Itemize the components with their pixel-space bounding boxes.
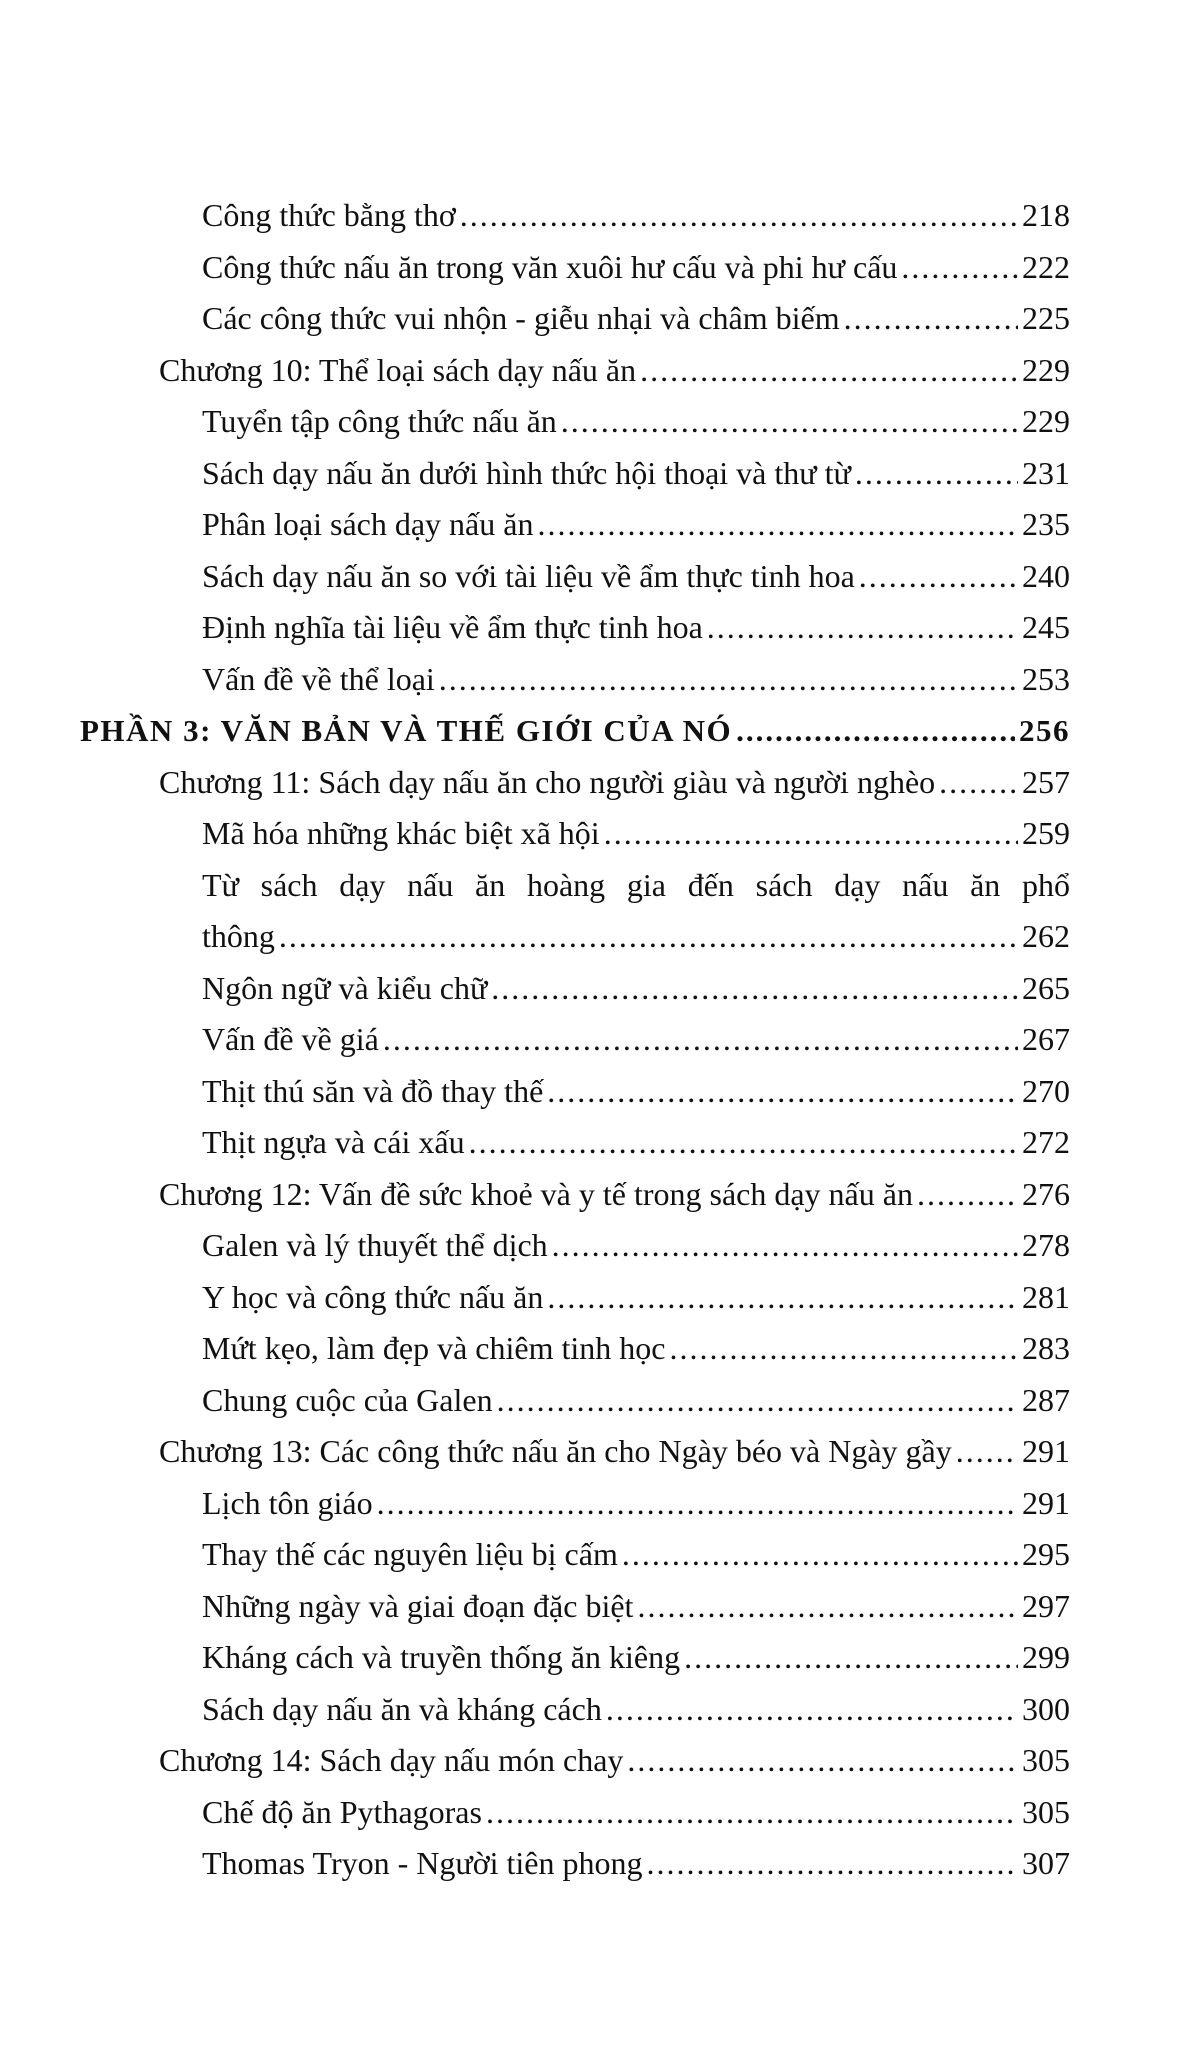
dot-leader bbox=[604, 808, 1018, 860]
toc-entry-page: 278 bbox=[1022, 1227, 1070, 1263]
toc-entry bbox=[202, 1220, 1070, 1272]
toc-entry-title: Ngôn ngữ và kiểu chữ bbox=[202, 969, 488, 1006]
toc-entry bbox=[202, 1529, 1070, 1581]
toc-entry bbox=[202, 1066, 1070, 1118]
dot-leader bbox=[537, 499, 1018, 551]
toc-entry bbox=[202, 1684, 1070, 1736]
dot-leader bbox=[383, 1014, 1018, 1066]
dot-leader bbox=[855, 448, 1018, 500]
toc-entry-page: 262 bbox=[1022, 918, 1070, 954]
dot-leader bbox=[547, 1272, 1018, 1324]
toc-entry bbox=[202, 1323, 1070, 1375]
toc-chapter-page: 305 bbox=[1022, 1742, 1070, 1778]
dot-leader bbox=[684, 1632, 1018, 1684]
toc-entry-page: 300 bbox=[1022, 1690, 1070, 1727]
toc-entry-page: 295 bbox=[1022, 1536, 1070, 1572]
toc-entry-page: 245 bbox=[1022, 609, 1070, 645]
toc-entry bbox=[202, 602, 1070, 654]
toc-entry-title: Kháng cách và truyền thống ăn kiêng bbox=[202, 1639, 681, 1675]
toc-entry-page: 297 bbox=[1022, 1587, 1070, 1624]
toc-entry-page: 272 bbox=[1022, 1124, 1070, 1160]
dot-leader bbox=[439, 654, 1018, 706]
dot-leader bbox=[736, 705, 1015, 757]
toc-entry bbox=[202, 551, 1070, 603]
toc-entry-title: Vấn đề về giá bbox=[202, 1021, 379, 1057]
toc-entry bbox=[202, 808, 1070, 860]
dot-leader bbox=[469, 1117, 1018, 1169]
toc-chapter-title: Chương 13: Các công thức nấu ăn cho Ngày béo và Ngày gầy bbox=[159, 1433, 952, 1469]
toc-entry-page: 253 bbox=[1022, 660, 1070, 697]
dot-leader bbox=[460, 190, 1018, 242]
toc-entry-page: 231 bbox=[1022, 454, 1070, 491]
toc-entry bbox=[202, 911, 1070, 963]
toc-entry-page: 225 bbox=[1022, 300, 1070, 336]
dot-leader bbox=[497, 1375, 1018, 1427]
toc-entry-page: 287 bbox=[1022, 1381, 1070, 1418]
toc-chapter-title: Chương 11: Sách dạy nấu ăn cho người giàu và người nghèo bbox=[159, 763, 936, 800]
dot-leader bbox=[279, 911, 1018, 963]
toc-entry-page: 291 bbox=[1022, 1484, 1070, 1521]
toc-entry-title: Định nghĩa tài liệu về ẩm thực tinh hoa bbox=[202, 609, 703, 645]
toc-entry-page: 281 bbox=[1022, 1278, 1070, 1315]
toc-entry bbox=[202, 1632, 1070, 1684]
toc-entry bbox=[202, 1272, 1070, 1324]
dot-leader bbox=[606, 1684, 1018, 1736]
toc-chapter bbox=[159, 757, 1070, 809]
toc-entry-title-line1: Từ sách dạy nấu ăn hoàng gia đến sách dạy nấu ăn phổ bbox=[202, 866, 1070, 903]
toc-entry-title: Sách dạy nấu ăn và kháng cách bbox=[202, 1690, 602, 1727]
toc-entry bbox=[202, 1117, 1070, 1169]
toc-entry bbox=[202, 293, 1070, 345]
toc-chapter bbox=[159, 1735, 1070, 1787]
dot-leader bbox=[956, 1426, 1018, 1478]
toc-entry-title: Thay thế các nguyên liệu bị cấm bbox=[202, 1536, 618, 1572]
toc-chapter-title: Chương 14: Sách dạy nấu món chay bbox=[159, 1742, 624, 1778]
dot-leader bbox=[844, 293, 1018, 345]
toc-entry-page: 283 bbox=[1022, 1330, 1070, 1366]
toc-entry-title: Công thức bằng thơ bbox=[202, 197, 456, 233]
toc-part-heading bbox=[80, 705, 1070, 757]
toc-chapter-page: 276 bbox=[1022, 1175, 1070, 1212]
toc-entry-page: 267 bbox=[1022, 1021, 1070, 1057]
toc-entry bbox=[202, 1375, 1070, 1427]
toc-entry-title: Vấn đề về thể loại bbox=[202, 660, 435, 697]
toc-entry bbox=[202, 242, 1070, 294]
toc-entry-page: 299 bbox=[1022, 1639, 1070, 1675]
toc-entry-title: Tuyển tập công thức nấu ăn bbox=[202, 403, 557, 439]
dot-leader bbox=[901, 242, 1018, 294]
toc-chapter-title: Chương 12: Vấn đề sức khoẻ và y tế trong sách dạy nấu ăn bbox=[159, 1175, 913, 1212]
toc-entry-page: 307 bbox=[1022, 1845, 1070, 1881]
toc-entry-title: Phân loại sách dạy nấu ăn bbox=[202, 506, 534, 542]
toc-entry bbox=[202, 1478, 1070, 1530]
toc-entry-page: 270 bbox=[1022, 1072, 1070, 1109]
toc-entry bbox=[202, 1787, 1070, 1839]
toc-entry-title: Sách dạy nấu ăn so với tài liệu về ẩm thực tinh hoa bbox=[202, 557, 855, 594]
dot-leader bbox=[486, 1787, 1018, 1839]
toc-entry-title: Những ngày và giai đoạn đặc biệt bbox=[202, 1587, 634, 1624]
toc-chapter bbox=[159, 1169, 1070, 1221]
toc-part-page: 256 bbox=[1019, 713, 1070, 748]
toc-entry-title: Mứt kẹo, làm đẹp và chiêm tinh học bbox=[202, 1330, 666, 1366]
toc-entry bbox=[202, 1581, 1070, 1633]
toc-entry bbox=[202, 963, 1070, 1015]
dot-leader bbox=[491, 963, 1018, 1015]
toc-entry-title: Thomas Tryon - Người tiên phong bbox=[202, 1845, 643, 1881]
toc-entry-title: Các công thức vui nhộn - giễu nhại và châm biếm bbox=[202, 300, 840, 336]
dot-leader bbox=[561, 396, 1018, 448]
dot-leader bbox=[707, 602, 1018, 654]
toc-entry-title: thông bbox=[202, 918, 275, 954]
toc-entry-page: 259 bbox=[1022, 815, 1070, 851]
dot-leader bbox=[859, 551, 1018, 603]
toc-entry-page: 222 bbox=[1022, 248, 1070, 285]
toc-part-title: PHẦN 3: VĂN BẢN VÀ THẾ GIỚI CỦA NÓ bbox=[80, 713, 733, 748]
toc-entry-title: Y học và công thức nấu ăn bbox=[202, 1278, 544, 1315]
toc-entry bbox=[202, 448, 1070, 500]
toc-entry-title: Sách dạy nấu ăn dưới hình thức hội thoại và thư từ bbox=[202, 454, 851, 491]
toc-entry-title: Galen và lý thuyết thể dịch bbox=[202, 1227, 548, 1263]
toc-entry-title: Mã hóa những khác biệt xã hội bbox=[202, 815, 600, 851]
toc-entry-page: 265 bbox=[1022, 969, 1070, 1006]
dot-leader bbox=[647, 1838, 1019, 1890]
toc-entry-title: Chế độ ăn Pythagoras bbox=[202, 1793, 482, 1830]
toc-entry-title: Thịt ngựa và cái xấu bbox=[202, 1124, 465, 1160]
toc-entry-page: 218 bbox=[1022, 197, 1070, 233]
table-of-contents bbox=[0, 190, 1187, 1890]
dot-leader bbox=[917, 1169, 1018, 1221]
toc-chapter-page: 229 bbox=[1022, 351, 1070, 388]
toc-entry bbox=[202, 1014, 1070, 1066]
dot-leader bbox=[547, 1066, 1018, 1118]
toc-entry bbox=[202, 396, 1070, 448]
toc-entry-title: Lịch tôn giáo bbox=[202, 1484, 373, 1521]
toc-entry-title: Chung cuộc của Galen bbox=[202, 1381, 493, 1418]
dot-leader bbox=[552, 1220, 1018, 1272]
toc-entry-page: 235 bbox=[1022, 506, 1070, 542]
dot-leader bbox=[377, 1478, 1018, 1530]
dot-leader bbox=[939, 757, 1018, 809]
toc-entry-page: 305 bbox=[1022, 1793, 1070, 1830]
toc-entry bbox=[202, 654, 1070, 706]
toc-entry-page: 240 bbox=[1022, 557, 1070, 594]
dot-leader bbox=[640, 345, 1018, 397]
dot-leader bbox=[637, 1581, 1018, 1633]
toc-entry bbox=[202, 190, 1070, 242]
dot-leader bbox=[627, 1735, 1018, 1787]
toc-entry-title: Thịt thú săn và đồ thay thế bbox=[202, 1072, 544, 1109]
toc-entry bbox=[202, 499, 1070, 551]
dot-leader bbox=[622, 1529, 1018, 1581]
toc-chapter bbox=[159, 345, 1070, 397]
toc-entry-title: Công thức nấu ăn trong văn xuôi hư cấu và phi hư cấu bbox=[202, 248, 898, 285]
toc-entry-page: 229 bbox=[1022, 403, 1070, 439]
toc-chapter-page: 291 bbox=[1022, 1433, 1070, 1469]
toc-entry bbox=[202, 1838, 1070, 1890]
toc-chapter-title: Chương 10: Thể loại sách dạy nấu ăn bbox=[159, 351, 637, 388]
toc-chapter-page: 257 bbox=[1022, 763, 1070, 800]
toc-chapter bbox=[159, 1426, 1070, 1478]
dot-leader bbox=[669, 1323, 1018, 1375]
